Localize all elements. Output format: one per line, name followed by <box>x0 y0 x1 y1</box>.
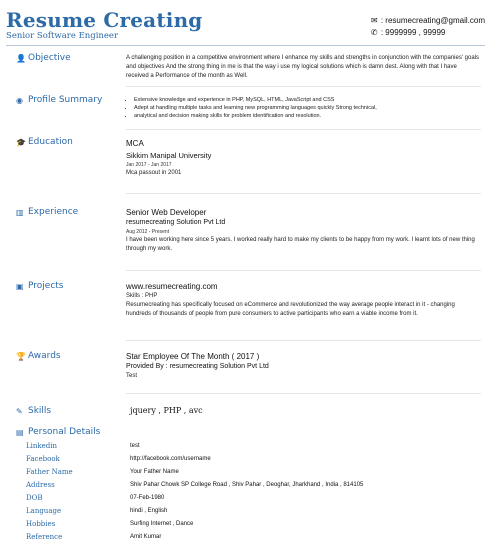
profile-summary-title: Profile Summary <box>28 95 103 105</box>
table-row <box>26 520 486 533</box>
table-row <box>26 533 486 546</box>
resume-header <box>0 0 491 44</box>
experience-dates: Aug 2012 - Present <box>126 229 170 235</box>
awards-title: Awards <box>28 351 61 361</box>
projects-title: Projects <box>28 281 64 291</box>
list-item: • Adept at handling multiple tasks and learning new programming languages quickly Strong technical, <box>134 104 481 112</box>
table-row <box>26 507 486 520</box>
experience-body <box>126 207 481 254</box>
section-separator <box>126 270 481 271</box>
personal-details-title: Personal Details <box>28 427 101 437</box>
detail-value: hindi , English <box>130 508 168 514</box>
education-body <box>126 138 481 178</box>
education-school: Sikkim Manipal University <box>126 151 212 160</box>
award-name: Star Employee Of The Month ( 2017 ) <box>126 352 260 361</box>
project-text: Resumecreating has specifically focused on eCommerce and revolutionized the way average people interact in it - changing hundreds of thousands of people from pure consumers to active participants who earn a viable income from it. <box>126 302 455 317</box>
skills-title: Skills <box>28 406 52 416</box>
awards-body <box>126 351 481 381</box>
image-icon: ▣ <box>16 281 24 291</box>
phone-line <box>371 27 485 39</box>
list-item: • Extensive knowledge and experience in PHP, MySQL, HTML, JavaScript and CSS <box>134 96 481 104</box>
table-row <box>26 468 486 481</box>
detail-value: Your Father Name <box>130 469 179 475</box>
section-separator <box>126 193 481 194</box>
list-item: • analytical and decision making skills for problem identification and resolution. <box>134 112 481 120</box>
section-separator <box>126 340 481 341</box>
envelope-icon: ✉ <box>370 16 378 25</box>
profile-summary-list <box>126 96 481 120</box>
education-degree: MCA <box>126 139 144 148</box>
award-provider: Provided By : resumecreating Solution Pvt Ltd <box>126 363 269 370</box>
experience-title: Experience <box>28 207 79 217</box>
section-title-profile-summary <box>16 95 102 105</box>
education-title: Education <box>28 137 73 147</box>
detail-label: Hobbies <box>26 520 56 528</box>
table-row <box>26 455 486 468</box>
section-title-skills <box>16 406 51 416</box>
award-note: Test <box>126 373 138 379</box>
section-title-personal-details <box>16 427 100 437</box>
section-separator <box>126 86 481 87</box>
detail-label: Language <box>26 507 62 515</box>
table-row <box>26 494 486 507</box>
phone-text: : 9999999 , 99999 <box>380 28 446 37</box>
section-title-education <box>16 137 73 147</box>
email-text[interactable]: : resumecreating@gmail.com <box>380 16 485 25</box>
email-line <box>371 15 485 27</box>
detail-label: DOB <box>26 494 43 502</box>
user-circle-icon: ◉ <box>16 95 23 105</box>
building-icon: ▥ <box>16 207 24 217</box>
projects-body <box>126 281 481 319</box>
education-dates: Jan 2017 - Jan 2017 <box>126 162 172 168</box>
pencil-icon: ✎ <box>16 406 23 416</box>
contact-block <box>371 15 485 39</box>
education-note: Mca passout in 2001 <box>126 170 182 176</box>
experience-text: I have been working here since 5 years. I worked really hard to make my clients to be happy from my work. I learnt lots of new thing through my work. <box>126 237 475 252</box>
trophy-icon: 🏆 <box>16 351 26 361</box>
detail-label: Reference <box>26 533 63 541</box>
section-title-projects <box>16 281 63 291</box>
section-title-experience <box>16 207 78 217</box>
graduation-cap-icon: 🎓 <box>16 137 26 147</box>
candidate-role: Senior Software Engineer <box>6 31 119 41</box>
table-row <box>26 442 486 455</box>
skills-text: jquery , PHP , avc <box>130 406 203 415</box>
detail-value: Amit Kumar <box>130 534 162 540</box>
objective-title: Objective <box>28 53 71 63</box>
detail-label: Father Name <box>26 468 73 476</box>
project-skills: Skills : PHP <box>126 293 158 299</box>
section-title-objective <box>16 53 71 63</box>
table-row <box>26 481 486 494</box>
detail-label: Linkedin <box>26 442 58 450</box>
candidate-name: Resume Creating <box>6 8 203 32</box>
section-separator <box>126 129 481 130</box>
detail-value[interactable]: http://facebook.com/username <box>130 456 211 462</box>
id-card-icon: ▤ <box>16 427 24 437</box>
section-title-awards <box>16 351 61 361</box>
detail-value: 07-Feb-1980 <box>130 495 165 501</box>
phone-icon: ✆ <box>370 28 378 37</box>
detail-label: Address <box>26 481 55 489</box>
section-separator <box>126 393 481 394</box>
experience-role: Senior Web Developer <box>126 208 207 217</box>
header-divider <box>6 45 485 46</box>
detail-value: Shiv Pahar Chowk SP College Road , Shiv Pahar , Deoghar, Jharkhand , India , 814105 <box>130 482 364 488</box>
detail-value: test <box>130 443 140 449</box>
detail-label: Facebook <box>26 455 60 463</box>
objective-text: A challenging position in a competitive environment where I enhance my skills and strengths in conjunction with the companies' goals and objectives And the strong thing in me is that the way i use my logical solutions which is damn dest. Along with that I have received a Performance of the month as Well. <box>126 55 480 79</box>
experience-company: resumecreating Solution Pvt Ltd <box>126 219 226 226</box>
project-name[interactable]: www.resumecreating.com <box>126 282 218 291</box>
user-icon: 👤 <box>16 53 26 63</box>
detail-value: Surfing Internet , Dance <box>130 521 194 527</box>
